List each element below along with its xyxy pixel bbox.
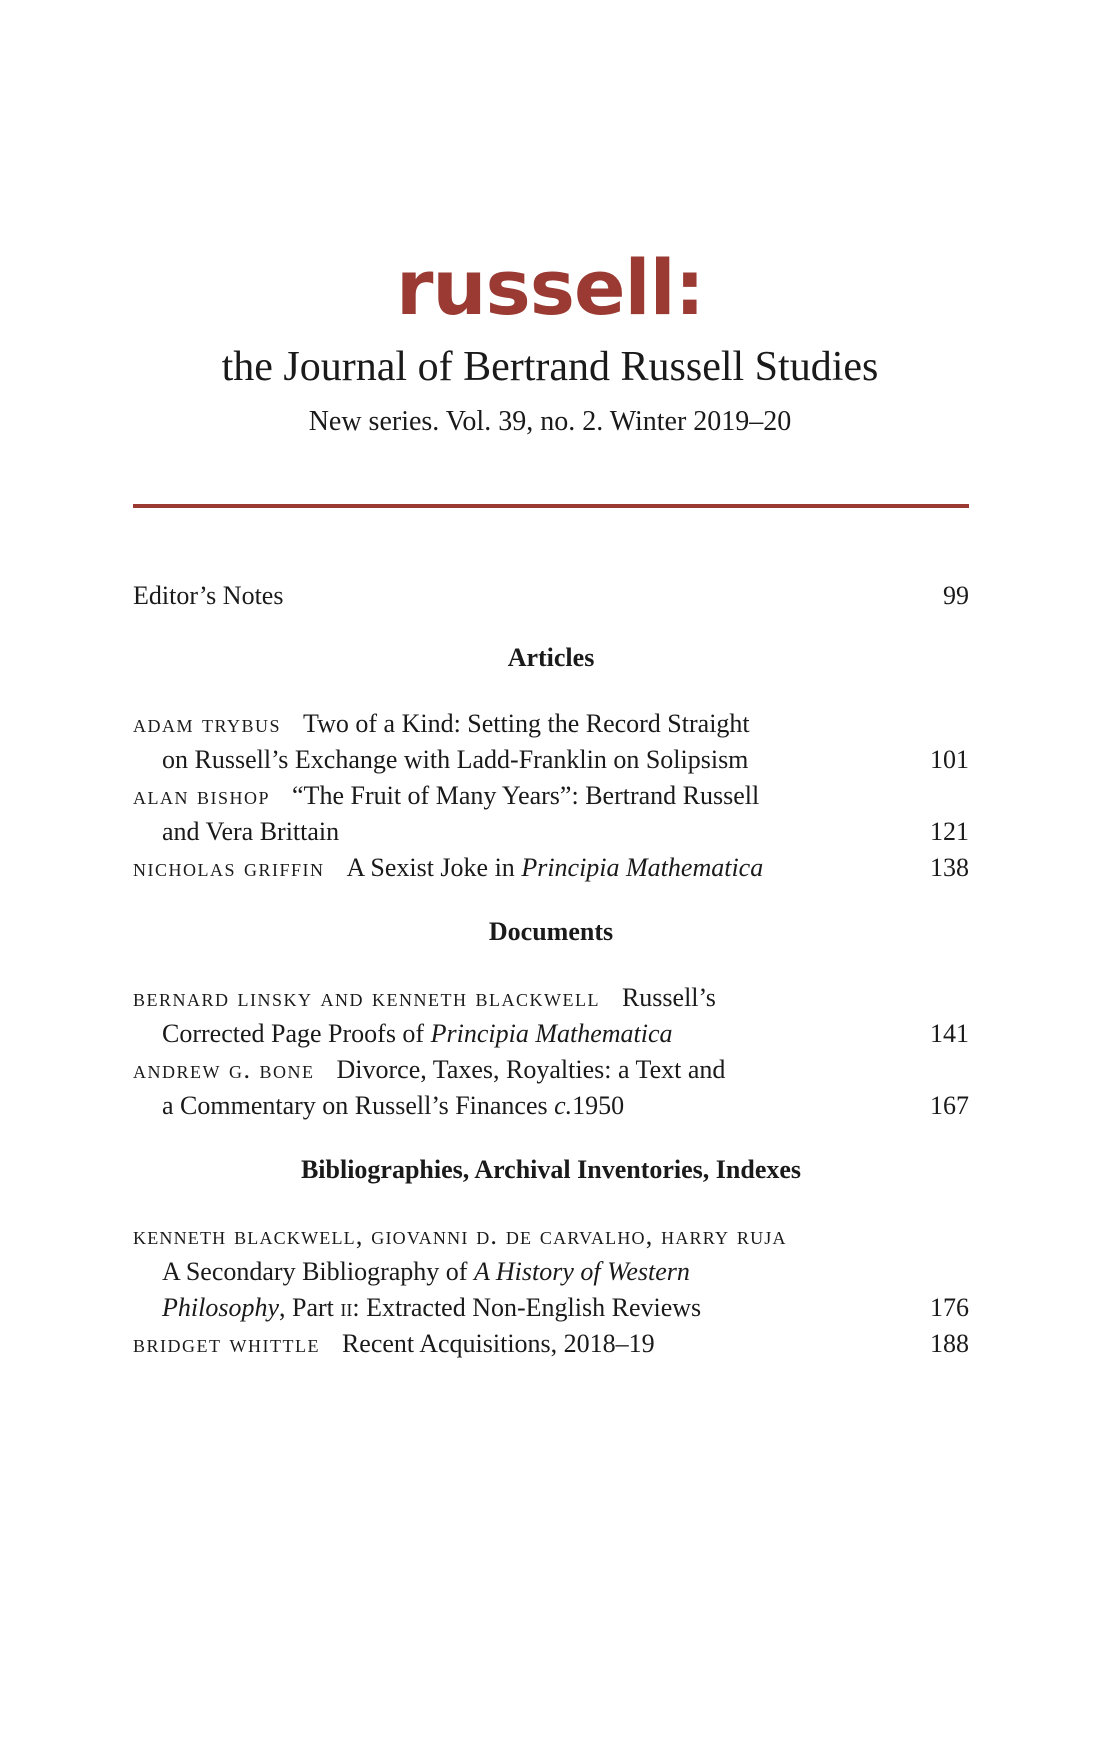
entry-title-italic: Philosophy	[162, 1293, 279, 1322]
entry-title: A Secondary Bibliography of	[162, 1257, 474, 1286]
toc-entry-griffin[interactable]	[133, 850, 969, 886]
issue-info: New series. Vol. 39, no. 2. Winter 2019–20	[308, 406, 792, 437]
page-number: 188	[930, 1329, 969, 1358]
entry-title-italic: A History of Western	[473, 1257, 690, 1286]
entry-author: nicholas griffin	[133, 853, 325, 882]
journal-logo: russell:	[395, 243, 705, 332]
toc-entry-bone[interactable]	[133, 1052, 969, 1124]
entry-author: andrew g. bone	[133, 1055, 315, 1084]
toc-entry-secondary-bibliography[interactable]	[133, 1218, 969, 1326]
entry-title-italic: Principia Mathematica	[521, 853, 764, 882]
page-number: 167	[930, 1091, 969, 1120]
page-number: 138	[930, 853, 969, 882]
entry-author: alan bishop	[133, 781, 271, 810]
entry-title-continued: , Part	[279, 1293, 341, 1322]
entry-title: “The Fruit of Many Years”: Bertrand Russell	[292, 781, 760, 810]
entry-title: Divorce, Taxes, Royalties: a Text and	[336, 1055, 726, 1084]
section-heading-articles: Articles	[507, 643, 595, 672]
entry-title-italic: c.	[554, 1091, 573, 1120]
entry-title: Two of a Kind: Setting the Record Straight	[303, 709, 750, 738]
page-number: 101	[930, 745, 969, 774]
entry-title: Russell’s	[621, 983, 716, 1012]
entry-title-continued: Corrected Page Proofs of	[162, 1019, 431, 1048]
journal-title: the Journal of Bertrand Russell Studies	[221, 344, 879, 390]
entry-title-part: ii	[340, 1293, 353, 1322]
page-number: 141	[930, 1019, 969, 1048]
toc-entry-whittle[interactable]	[133, 1326, 969, 1362]
entry-author: kenneth blackwell, giovanni d. de carvalho, harry ruja	[133, 1221, 787, 1250]
entry-author: bernard linsky and kenneth blackwell	[133, 983, 600, 1012]
entry-title-year: 1950	[572, 1091, 625, 1120]
page-number: 99	[943, 581, 969, 610]
entry-title-continued: on Russell’s Exchange with Ladd-Franklin on Solipsism	[162, 745, 749, 774]
entry-title: Editor’s Notes	[133, 581, 284, 610]
entry-title-continued: a Commentary on Russell’s Finances	[162, 1091, 555, 1120]
toc-entry-trybus[interactable]	[133, 706, 969, 778]
divider-rule	[133, 504, 969, 508]
entry-author: adam trybus	[133, 709, 282, 738]
toc-entry-editors-notes[interactable]	[133, 578, 969, 614]
entry-author: bridget whittle	[133, 1329, 320, 1358]
entry-title: Recent Acquisitions, 2018–19	[341, 1329, 655, 1358]
table-of-contents	[133, 578, 969, 1362]
entry-title: A Sexist Joke in	[346, 853, 522, 882]
toc-entry-bishop[interactable]	[133, 778, 969, 850]
entry-title-continued: : Extracted Non-English Reviews	[352, 1293, 702, 1322]
page-number: 121	[930, 817, 969, 846]
entry-title-italic: Principia Mathematica	[430, 1019, 673, 1048]
page-number: 176	[930, 1293, 969, 1322]
section-heading-bibliographies: Bibliographies, Archival Inventories, Indexes	[300, 1155, 802, 1184]
toc-entry-linsky-blackwell[interactable]	[133, 980, 969, 1052]
section-heading-documents: Documents	[488, 917, 614, 946]
entry-title-continued: and Vera Brittain	[162, 817, 340, 846]
